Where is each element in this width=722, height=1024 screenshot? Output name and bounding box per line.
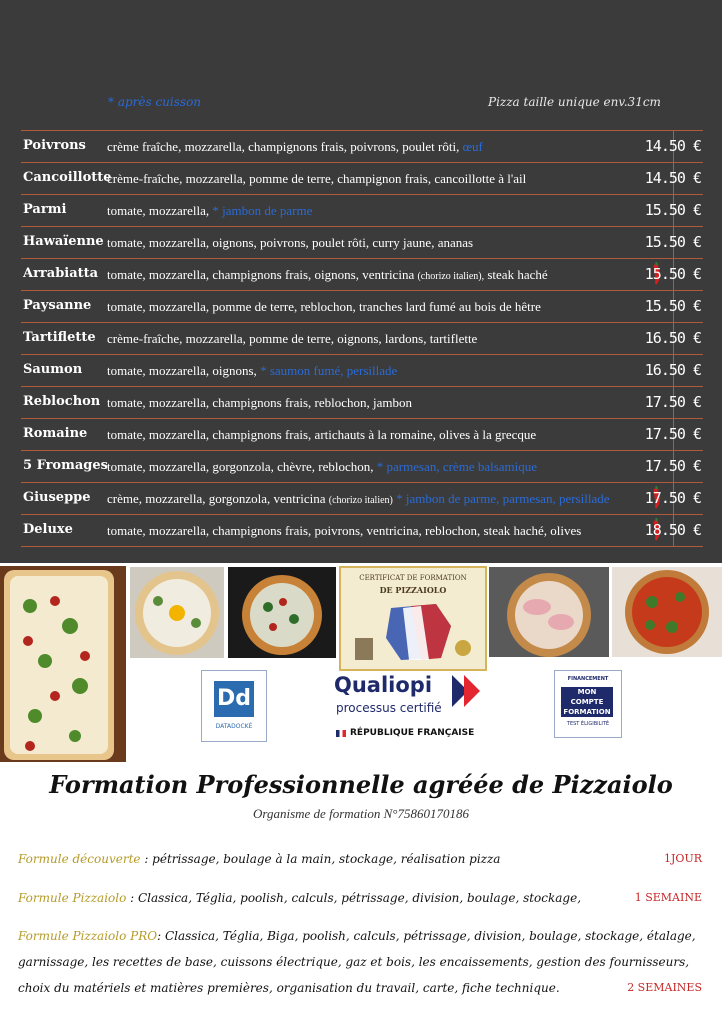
pizza-name: 5 Fromages (23, 458, 108, 473)
pizza-price: 14.50 € (644, 137, 701, 155)
formule-duration: 1JOUR (664, 852, 702, 865)
mcf-line2: COMPTE (570, 698, 604, 706)
menu-row (21, 163, 703, 195)
datadock-logo (201, 670, 267, 742)
mcf-bottom-label: TEST ÉLIGIBILITÉ (566, 721, 610, 727)
pizza-size-note: Pizza taille unique env.31cm (488, 95, 661, 109)
photo-pizza-egg (130, 567, 224, 658)
pizza-price: 15.50 € (644, 201, 701, 219)
ingredients: crème-fraîche, mozzarella, pomme de terre, champignon frais, cancoillotte à l'ail (107, 171, 527, 186)
pizza-menu-table (21, 130, 703, 547)
pizza-description (107, 395, 412, 411)
photo-pizza-wood-oven (228, 567, 336, 658)
formule-duration: 1 SEMAINE (634, 891, 702, 904)
menu-row (21, 131, 703, 163)
formule-duration: 2 SEMAINES (627, 981, 702, 994)
certificate-title: CERTIFICAT DE FORMATION (359, 574, 467, 582)
formule-label: Formule Pizzaiolo PRO (18, 929, 158, 943)
pizza-price: 18.50 € (644, 521, 701, 539)
pizza-name: Parmi (23, 202, 67, 217)
ingredients: crème fraîche, mozzarella, champignons frais, poivrons, poulet rôti, (107, 139, 460, 154)
pizza-price: 17.50 € (644, 425, 701, 443)
menu-row (21, 195, 703, 227)
formule-text: : Classica, Téglia, Biga, poolish, calculs, pétrissage, division, boulage, stockage, étalage, garnissage, les recettes de base, cuissons électrique, gaz et bois, les encaissements, gestion des fournisseurs, choix du matériels et matières premières, organisation du travail, carte, fiche technique. (18, 929, 696, 995)
pizza-description (107, 363, 397, 379)
pizza-name: Paysanne (23, 298, 92, 313)
pizza-description (107, 203, 312, 219)
ingredients: tomate, mozzarella, (107, 203, 210, 218)
pizza-description (107, 459, 537, 475)
pizza-description (107, 491, 609, 507)
mcf-top-label: FINANCEMENT (567, 676, 609, 682)
ingredients: crème-fraîche, mozzarella, pomme de terre, oignons, lardons, tartiflette (107, 331, 478, 346)
menu-row (21, 387, 703, 419)
formule-text: : pétrissage, boulage à la main, stockage, réalisation pizza (140, 852, 501, 866)
pizza-description (107, 139, 483, 155)
pizza-price: 17.50 € (644, 393, 701, 411)
pizza-price: 17.50 € (644, 489, 701, 507)
pizza-name: Giuseppe (23, 490, 91, 505)
ingredients: tomate, mozzarella, oignons, poivrons, poulet rôti, curry jaune, ananas (107, 235, 474, 250)
menu-row (21, 451, 703, 483)
formule-pizzaiolo (18, 885, 708, 911)
pizza-price: 15.50 € (644, 297, 701, 315)
ingredients: tomate, mozzarella, oignons, (107, 363, 257, 378)
pizza-name: Saumon (23, 362, 83, 377)
pizza-price: 17.50 € (644, 457, 701, 475)
ingredients-note: (chorizo italien) (328, 495, 393, 506)
formation-subtitle: Organisme de formation N°75860170186 (253, 806, 469, 821)
after-cooking-ingredients: * parmesan, crème balsamique (376, 459, 538, 474)
pizza-price: 16.50 € (644, 361, 701, 379)
pizza-name: Romaine (23, 426, 88, 441)
pizza-price: 14.50 € (644, 169, 701, 187)
menu-row (21, 291, 703, 323)
pizza-description (107, 299, 541, 315)
mcf-badge (561, 687, 613, 717)
datadock-label: DATADOCKÉ (215, 723, 253, 730)
pizza-price: 15.50 € (644, 233, 701, 251)
pizza-name: Poivrons (23, 138, 86, 153)
menu-row (21, 323, 703, 355)
certificate-image (339, 566, 487, 671)
after-cooking-ingredients: * jambon de parme (212, 203, 313, 218)
qualiopi-arrows-icon (452, 673, 488, 709)
formule-label: Formule découverte (18, 852, 141, 866)
formule-decouverte (18, 846, 708, 872)
ingredients: crème, mozzarella, gorgonzola, ventricina (107, 491, 326, 506)
after-cooking-note: * après cuisson (108, 95, 202, 109)
pizza-description (107, 523, 581, 539)
pizza-name: Deluxe (23, 522, 73, 537)
ingredients: tomate, mozzarella, champignons frais, poivrons, ventricina, reblochon, steak haché, olives (107, 523, 582, 538)
mcf-line1: MON (577, 688, 597, 696)
menu-row (21, 355, 703, 387)
pizza-description (107, 427, 536, 443)
photo-long-pizza (0, 566, 126, 762)
pizza-price: 16.50 € (644, 329, 701, 347)
pizza-description (107, 235, 473, 251)
qualiopi-title: Qualiopi (334, 673, 433, 697)
menu-row (21, 515, 703, 547)
menu-row (21, 259, 703, 291)
menu-row (21, 227, 703, 259)
pizza-name: Tartiflette (23, 330, 96, 345)
mcf-line3: FORMATION (563, 708, 611, 716)
ingredients-note: (chorizo italien), (417, 271, 485, 282)
photo-pizza-rocket (612, 567, 722, 657)
ingredients-extra: steak haché (487, 267, 548, 282)
pizza-name: Hawaïenne (23, 234, 104, 249)
datadock-d-icon: Dd (214, 681, 254, 717)
republique-francaise-label: RÉPUBLIQUE FRANÇAISE (350, 728, 475, 738)
after-cooking-ingredients: * jambon de parme, parmesan, persillade (396, 491, 610, 506)
pizza-name: Cancoillotte (23, 170, 112, 185)
after-cooking-ingredients: * saumon fumé, persillade (260, 363, 398, 378)
pizza-description (107, 331, 477, 347)
pizza-description (107, 267, 548, 283)
certificate-subtitle: DE PIZZAIOLO (379, 585, 447, 595)
menu-row (21, 419, 703, 451)
ingredients: tomate, mozzarella, champignons frais, reblochon, jambon (107, 395, 413, 410)
ingredients: tomate, mozzarella, pomme de terre, reblochon, tranches lard fumé au bois de hêtre (107, 299, 541, 314)
pizza-name: Reblochon (23, 394, 101, 409)
formule-label: Formule Pizzaiolo (18, 891, 127, 905)
menu-row (21, 483, 703, 515)
ingredients: tomate, mozzarella, champignons frais, oignons, ventricina (107, 267, 415, 282)
mon-compte-formation-logo (554, 670, 622, 738)
pizza-price: 15.50 € (644, 265, 701, 283)
formule-pizzaiolo-pro (18, 923, 708, 1001)
french-flag-icon (336, 730, 346, 737)
formation-title: Formation Professionnelle agréée de Pizzaiolo (49, 770, 673, 799)
ingredients: tomate, mozzarella, champignons frais, artichauts à la romaine, olives à la grecque (107, 427, 537, 442)
ingredients: tomate, mozzarella, gorgonzola, chèvre, reblochon, (107, 459, 374, 474)
after-cooking-ingredients: œuf (462, 139, 483, 154)
qualiopi-logo (334, 673, 494, 743)
photo-pizza-ham (489, 567, 609, 657)
pizza-description (107, 171, 526, 187)
qualiopi-subtitle: processus certifié (336, 701, 442, 715)
pizza-name: Arrabiatta (23, 266, 99, 281)
formule-text: : Classica, Téglia, poolish, calculs, pétrissage, division, boulage, stockage, (126, 891, 582, 905)
